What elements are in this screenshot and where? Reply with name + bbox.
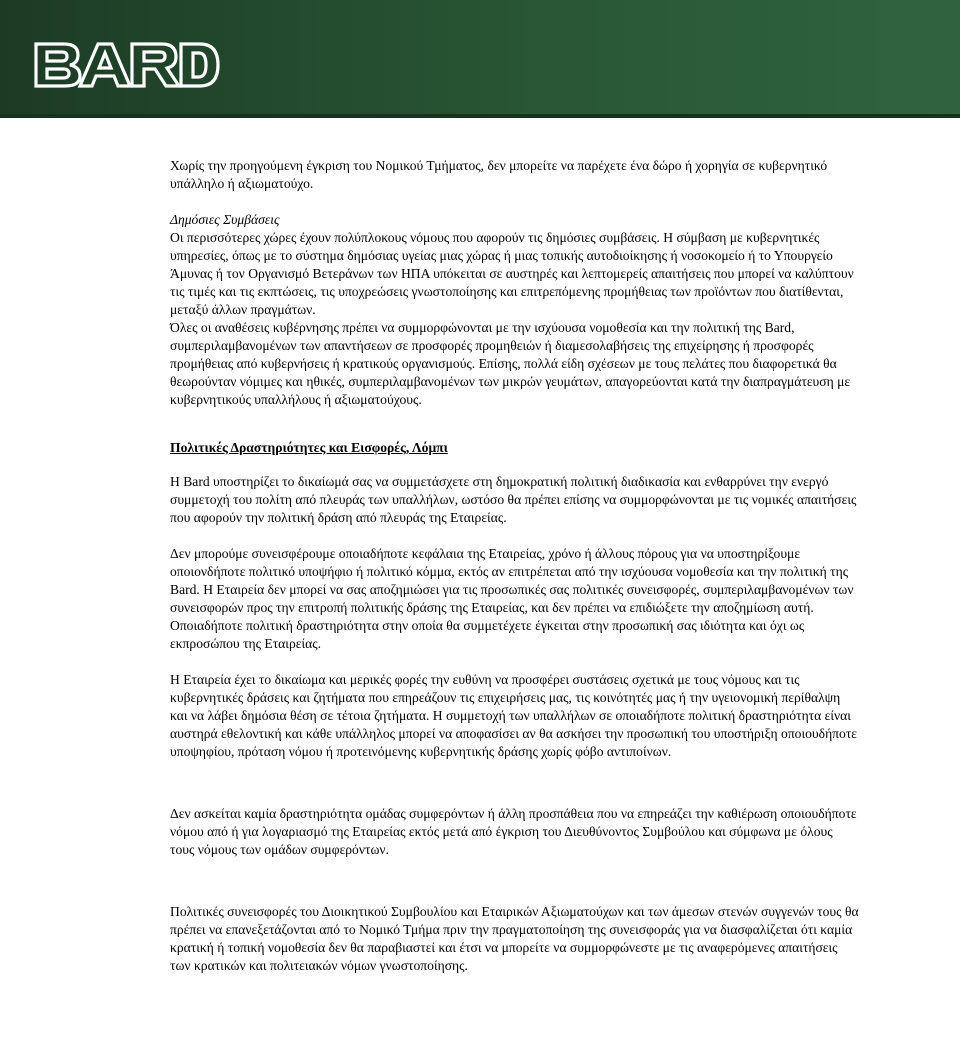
- public-contracts-heading: Δημόσιες Συμβάσεις: [170, 212, 280, 227]
- header-band: [0, 0, 960, 118]
- political-paragraph-3: Η Εταιρεία έχει το δικαίωμα και μερικές φορές την ευθύνη να προσφέρει συστάσεις σχετικά με τους νόμους και τις κυβερνητικές δράσεις και ζητήματα που επηρεάζουν τις επιχειρήσεις μας, τις κοινότητές μας ή την υγειονομική περίθαλψη και να λάβει δημόσια θέση σε τέτοια ζητήματα. Η συμμετοχή των υπαλλήλων σε οποιαδήποτε πολιτική δραστηριότητα είναι αυστηρά εθελοντική και κάθε υπάλληλος μπορεί να αποφασίσει αν θα ασκήσει την προσωπική του υποστήριξη οποιουδήποτε υποψηφίου, πρόταση νόμου ή προτεινόμενης κυβερνητικής δράσης χωρίς φόβο αντιποίνων.: [170, 672, 858, 759]
- public-contracts-paragraph-2: Όλες οι αναθέσεις κυβέρνησης πρέπει να συμμορφώνονται με την ισχύουσα νομοθεσία και την πολιτική της Bard, συμπεριλαμβανομένων των απαντήσεων σε προσφορές προμηθειών ή διαμεσολαβήσεις της επιχείρησης ή προσφορές προμήθειας από κυβερνήσεις ή κρατικούς οργανισμούς. Επίσης, πολλά είδη σχέσεων με τους πελάτες που διαφορετικά θα θεωρούνταν νόμιμες και ηθικές, συμπεριλαμβανομένων των μικρών γευμάτων, απαγορεύονται κατά την διαπραγμάτευση με κυβερνητικούς υπαλλήλους ή αξιωματούχους.: [170, 320, 851, 407]
- public-contracts-paragraph-1: Οι περισσότερες χώρες έχουν πολύπλοκους νόμους που αφορούν τις δημόσιες συμβάσεις. Η σύμβαση με κυβερνητικές υπηρεσίες, όπως με το σύστημα δημόσιας υγείας μιας χώρας ή μιας τοπικής αυτοδιοίκησης ή νοσοκομείο ή το Υπουργείο Άμυνας ή τον Οργανισμό Βετεράνων των ΗΠΑ υπόκειται σε αυστηρές και λεπτομερείς απαιτήσεις που μπορεί να καλύπτουν τις τιμές και τις εκπτώσεις, τις υποχρεώσεις γνωστοποίησης και επιτρεπόμενης προμήθειας των προϊόντων που διατίθενται, μεταξύ άλλων πραγμάτων.: [170, 230, 854, 317]
- political-paragraph-1: Η Bard υποστηρίζει το δικαίωμά σας να συμμετάσχετε στη δημοκρατική πολιτική διαδικασία και ενθαρρύνει την ενεργό συμμετοχή του πολίτη από πλευράς των υπαλλήλων, ωστόσο θα πρέπει επίσης να συμμορφώνονται με τις νομικές απαιτήσεις που αφορούν την πολιτική δράση από πλευράς της Εταιρείας.: [170, 474, 857, 525]
- political-paragraph-5: Πολιτικές συνεισφορές του Διοικητικού Συμβουλίου και Εταιρικών Αξιωματούχων και των άμεσων στενών συγγενών τους θα πρέπει να επανεξετάζονται από το Νομικό Τμήμα πριν την πραγματοποίηση της συνεισφοράς για να διασφαλίζεται ότι καμία κρατική ή τοπική νομοθεσία δεν θα παραβιαστεί και έτσι να μπορείτε να συμμορφώνεστε με τις αναφερόμενες απαιτήσεις των κρατικών και πολιτειακών νόμων γνωστοποίησης.: [170, 904, 859, 973]
- political-activities-heading: Πολιτικές Δραστηριότητες και Εισφορές, Λόμπι: [170, 440, 448, 455]
- political-paragraph-4: Δεν ασκείται καμία δραστηριότητα ομάδας συμφερόντων ή άλλη προσπάθεια που να επηρεάζει την καθιέρωση οποιουδήποτε νόμου από ή για λογαριασμό της Εταιρείας εκτός μετά από έγκριση του Διευθύνοντος Συμβούλου και σύμφωνα με όλους τους νόμους των ομάδων συμφερόντων.: [170, 806, 857, 857]
- intro-paragraph: Χωρίς την προηγούμενη έγκριση του Νομικού Τμήματος, δεν μπορείτε να παρέχετε ένα δώρο ή χορηγία σε κυβερνητικό υπάλληλο ή αξιωματούχο.: [170, 158, 828, 191]
- document-body: [170, 157, 860, 975]
- bard-logo: [34, 41, 220, 89]
- political-paragraph-2: Δεν μπορούμε συνεισφέρουμε οποιαδήποτε κεφάλαια της Εταιρείας, χρόνο ή άλλους πόρους για να υποστηρίξουμε οποιονδήποτε πολιτικό υποψήφιο ή πολιτικό κόμμα, εκτός αν επιτρέπεται από την ισχύουσα νομοθεσία και την πολιτική της Bard. Η Εταιρεία δεν μπορεί να σας αποζημιώσει για τις προσωπικές σας πολιτικές συνεισφορές, συμπεριλαμβανομένων των συνεισφορών προς την επιτροπή πολιτικής δράσης της Εταιρείας, και δεν πρέπει να επιδιώξετε την αποζημίωση αυτή. Οποιαδήποτε πολιτική δραστηριότητα στην οποία θα συμμετέχετε έγκειται στην προσωπική σας ιδιότητα και όχι ως εκπροσώπου της Εταιρείας.: [170, 546, 854, 651]
